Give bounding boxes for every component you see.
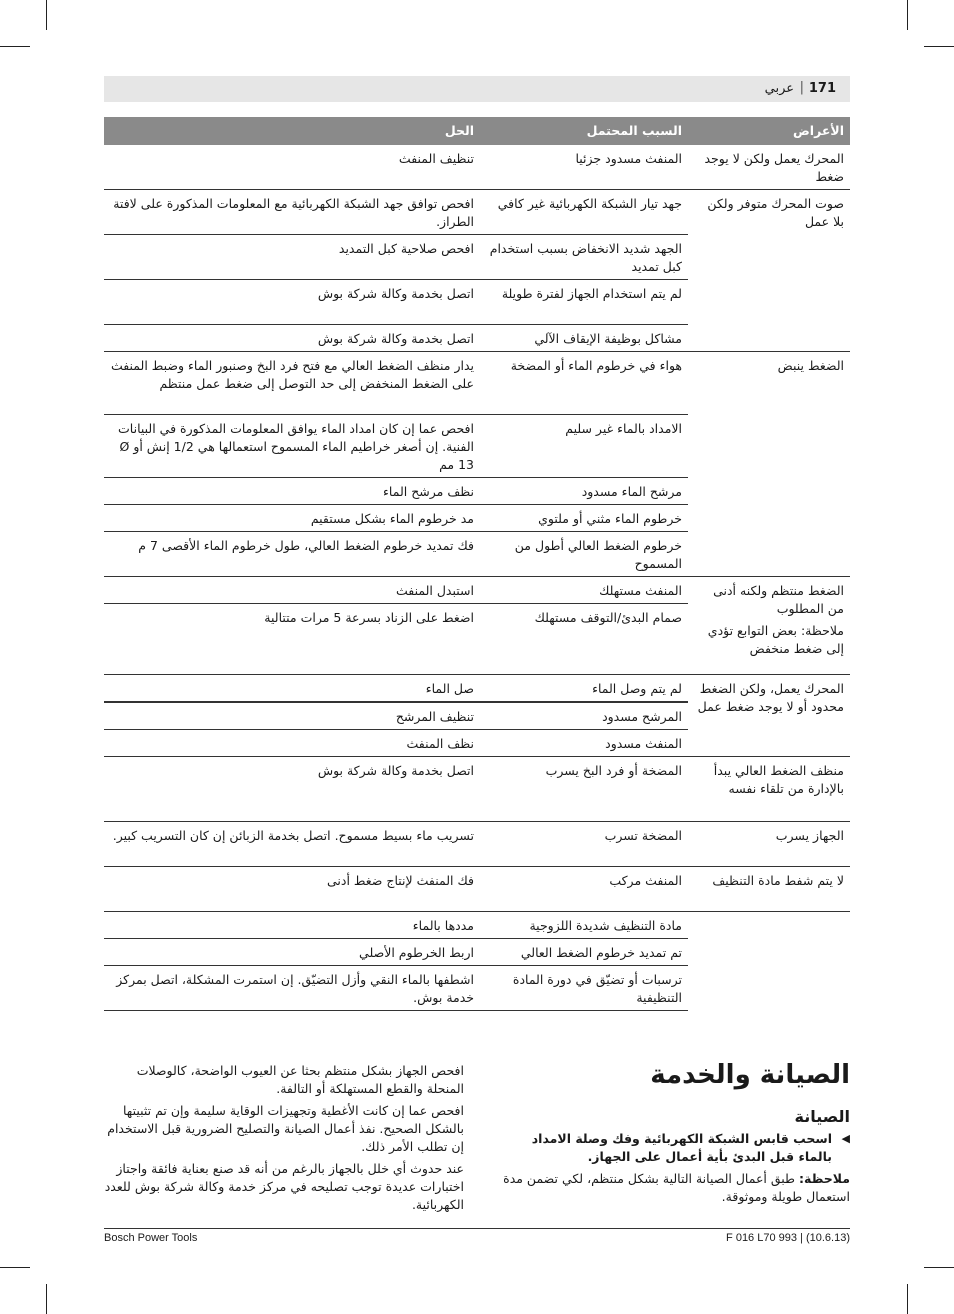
solution-cell: تنظيف المرشح bbox=[395, 709, 474, 724]
symptom-cell bbox=[688, 912, 850, 1011]
solution-cell: اضغط على الزناد بسرعة 5 مرات متتالية bbox=[104, 604, 480, 675]
table-row bbox=[104, 577, 850, 604]
solution-cell: افحص توافق جهد الشبكة الكهربائية مع المعلومات المذكورة على لافتة الطراز. bbox=[104, 190, 480, 235]
cause-cell: صمام البدئ/التوقف مستهلك bbox=[480, 604, 688, 675]
solution-cell: استبدل المنفث bbox=[104, 577, 480, 604]
crop-mark bbox=[907, 1284, 908, 1314]
solution-cell: يدار منظف الضغط العالي مع فتح فرد البخ وصنبور الماء وضبط المنفث على الضغط المنخفض إلى حد التوصل إلى ضغط عمل منتظم bbox=[104, 352, 480, 415]
page-header bbox=[104, 76, 850, 102]
paragraph: افحص عما إن كانت الأغطية وتجهيزات الوقاية سليمة وإن تم تثبيتها بالشكل الصحيح. نفذ أعمال الصيانة والتصليح الضرورية قبل الاستخدام إن تطلب الأمر ذلك. bbox=[107, 1103, 464, 1154]
solution-cell: تنظيف المنفث bbox=[398, 151, 474, 166]
symptom-cell bbox=[688, 577, 850, 675]
solution-cell: فك المنفث لإنتاج ضغط أدنى bbox=[104, 867, 480, 912]
cause-cell: مرشح الماء مسدود bbox=[480, 478, 688, 505]
table-row bbox=[104, 352, 850, 415]
cause-cell: جهد تيار الشبكة الكهربائية غير كافي bbox=[480, 190, 688, 235]
maintenance-paragraphs bbox=[104, 1062, 464, 1218]
symptom-cell: الجهاز يسرب bbox=[688, 822, 850, 867]
solution-cell: مد خرطوم الماء بشكل مستقيم bbox=[104, 505, 480, 532]
cause-cell: هواء في خرطوم الماء أو المضخة bbox=[480, 352, 688, 415]
troubleshooting-table bbox=[104, 117, 850, 1011]
maintenance-note bbox=[498, 1170, 850, 1206]
header-separator: | bbox=[799, 80, 804, 95]
solution-cell: مددها بالماء bbox=[104, 912, 480, 939]
cause-cell: تم تمديد خرطوم الضغط العالي bbox=[480, 939, 688, 966]
warning-text bbox=[498, 1130, 850, 1166]
symptom-cell: المحرك يعمل، ولكن الضغط محدود أو لا يوجد ضغط عمل bbox=[688, 675, 850, 757]
symptom-cell: المحرك يعمل ولكن لا يوجد ضغط bbox=[704, 151, 844, 184]
solution-cell: فك تمديد خرطوم الضغط العالي، طول خرطوم الماء الأقصى 7 م bbox=[104, 532, 480, 577]
cause-cell: الجهد شديد الانخفاض بسبب استخدام كبل تمديد bbox=[480, 235, 688, 280]
cause-cell: مشاكل بوظيفة الإيقاف الآلي bbox=[480, 325, 688, 352]
solution-cell: تسريب ماء بسيط مسموح. اتصل بخدمة الزبائن إن كان التسريب كبير. bbox=[104, 822, 480, 867]
cause-cell: المضخة تسرب bbox=[480, 822, 688, 867]
paragraph: افحص الجهاز بشكل منتظم بحثا عن العيوب الواضحة، كالوصلات المنحلة والقطع المستهلكة أو التالفة. bbox=[136, 1063, 464, 1096]
maintenance-section bbox=[498, 1058, 850, 1206]
symptom-text: الضغط منتظم ولكنه أدنى من المطلوب bbox=[713, 583, 844, 616]
section-title: الصيانة والخدمة bbox=[650, 1060, 850, 1090]
solution-cell: افحص عما إن كان امداد الماء يوافق المعلومات المذكورة في البيانات الفنية. إن أصغر خراطيم الماء المسموح استعمالها هي 1/2 إنش أو Ø 13 مم bbox=[104, 415, 480, 478]
crop-mark bbox=[0, 46, 30, 47]
cause-cell: مادة التنظيف شديدة اللزوجية bbox=[480, 912, 688, 939]
section-subtitle: الصيانة bbox=[794, 1107, 850, 1126]
solution-cell: صل الماء bbox=[104, 675, 480, 703]
table-row bbox=[104, 822, 850, 867]
cause-cell: المضخة أو فرد البخ يسرب bbox=[480, 757, 688, 822]
cause-cell: المنفث مستهلك bbox=[480, 577, 688, 604]
solution-cell: اتصل بخدمة وكالة شركة بوش bbox=[104, 757, 480, 822]
cause-cell: خرطوم الضغط العالي أطول من المسموح bbox=[480, 532, 688, 577]
footer-divider bbox=[104, 1228, 850, 1229]
solution-cell: نظف مرشح الماء bbox=[104, 478, 480, 505]
table-row bbox=[104, 912, 850, 939]
solution-cell: نظف المنفث bbox=[104, 730, 480, 757]
cause-cell: المرشح مسدود bbox=[602, 709, 682, 724]
page-number: 171 bbox=[808, 81, 836, 96]
cause-cell: المنفث مسدود bbox=[480, 730, 688, 757]
table-row bbox=[104, 757, 850, 822]
solution-cell: اربط الخرطوم الأصلي bbox=[104, 939, 480, 966]
crop-mark bbox=[924, 1267, 954, 1268]
cause-cell: الامداد بالماء غير سليم bbox=[480, 415, 688, 478]
cause-cell: ترسبات أو تضيّق في دورة المادة التنظيفية bbox=[480, 966, 688, 1011]
header-cause: السبب المحتمل bbox=[480, 117, 688, 145]
note-text: طبق أعمال الصيانة التالية بشكل منتظم، لكي تضمن مدة استعمال طويلة وموثوقة. bbox=[503, 1171, 850, 1204]
solution-cell: اتصل بخدمة وكالة شركة بوش bbox=[104, 325, 480, 352]
symptom-cell: لا يتم شفط مادة التنظيف bbox=[688, 867, 850, 912]
crop-mark bbox=[907, 0, 908, 30]
triangle-bullet-icon: ◀ bbox=[841, 1132, 850, 1145]
cause-cell: لم يتم وصل الماء bbox=[480, 675, 688, 703]
symptom-cell: الضغط ينبض bbox=[688, 352, 850, 577]
table-row bbox=[104, 867, 850, 912]
solution-cell: اشطفها بالماء النقي وأزل التضيّق. إن استمرت المشكلة، اتصل بمركز خدمة بوش. bbox=[104, 966, 480, 1011]
table-row bbox=[104, 190, 850, 235]
page-language: عربي bbox=[764, 81, 794, 96]
table-row bbox=[104, 145, 850, 190]
table-header-row bbox=[104, 117, 850, 145]
table-row bbox=[104, 675, 850, 703]
footer-doc-number: F 016 L70 993 | (10.6.13) bbox=[726, 1232, 850, 1244]
crop-mark bbox=[0, 1267, 30, 1268]
cause-cell: المنفث مركب bbox=[480, 867, 688, 912]
solution-cell: افحص صلاحية كبل التمديد bbox=[104, 235, 480, 280]
warning-content: اسحب قابس الشبكة الكهربائية وفك وصلة الامداد بالماء قبل البدئ بأية أعمال على الجهاز. bbox=[531, 1131, 832, 1164]
note-label: ملاحظة: bbox=[799, 1171, 850, 1186]
crop-mark bbox=[46, 0, 47, 30]
crop-mark bbox=[46, 1284, 47, 1314]
symptom-cell: منظف الضغط العالي يبدأ بالإدارة من تلقاء نفسه bbox=[688, 757, 850, 822]
cause-cell: لم يتم استخدام الجهاز لفترة طويلة bbox=[480, 280, 688, 325]
solution-cell: اتصل بخدمة وكالة شركة بوش bbox=[104, 280, 480, 325]
paragraph: عند حدوث أي خلل بالجهاز بالرغم من أنه قد صنع بعناية فائقة واجتاز اختبارات عديدة توجب تصليحه في مركز خدمة وكالة شركة بوش للعدد الكهربائية. bbox=[104, 1161, 464, 1212]
header-solution: الحل bbox=[104, 117, 480, 145]
symptom-note: ملاحظة: بعض التوابع تؤدي إلى ضغط منخفض bbox=[707, 623, 844, 656]
cause-cell: المنفث مسدود جزئيا bbox=[575, 151, 682, 166]
header-symptoms: الأعراض bbox=[688, 117, 850, 145]
cause-cell: خرطوم الماء مثني أو ملتوي bbox=[480, 505, 688, 532]
footer-brand: Bosch Power Tools bbox=[104, 1232, 198, 1244]
symptom-cell: صوت المحرك متوفر ولكن بلا عمل bbox=[688, 190, 850, 352]
crop-mark bbox=[924, 46, 954, 47]
